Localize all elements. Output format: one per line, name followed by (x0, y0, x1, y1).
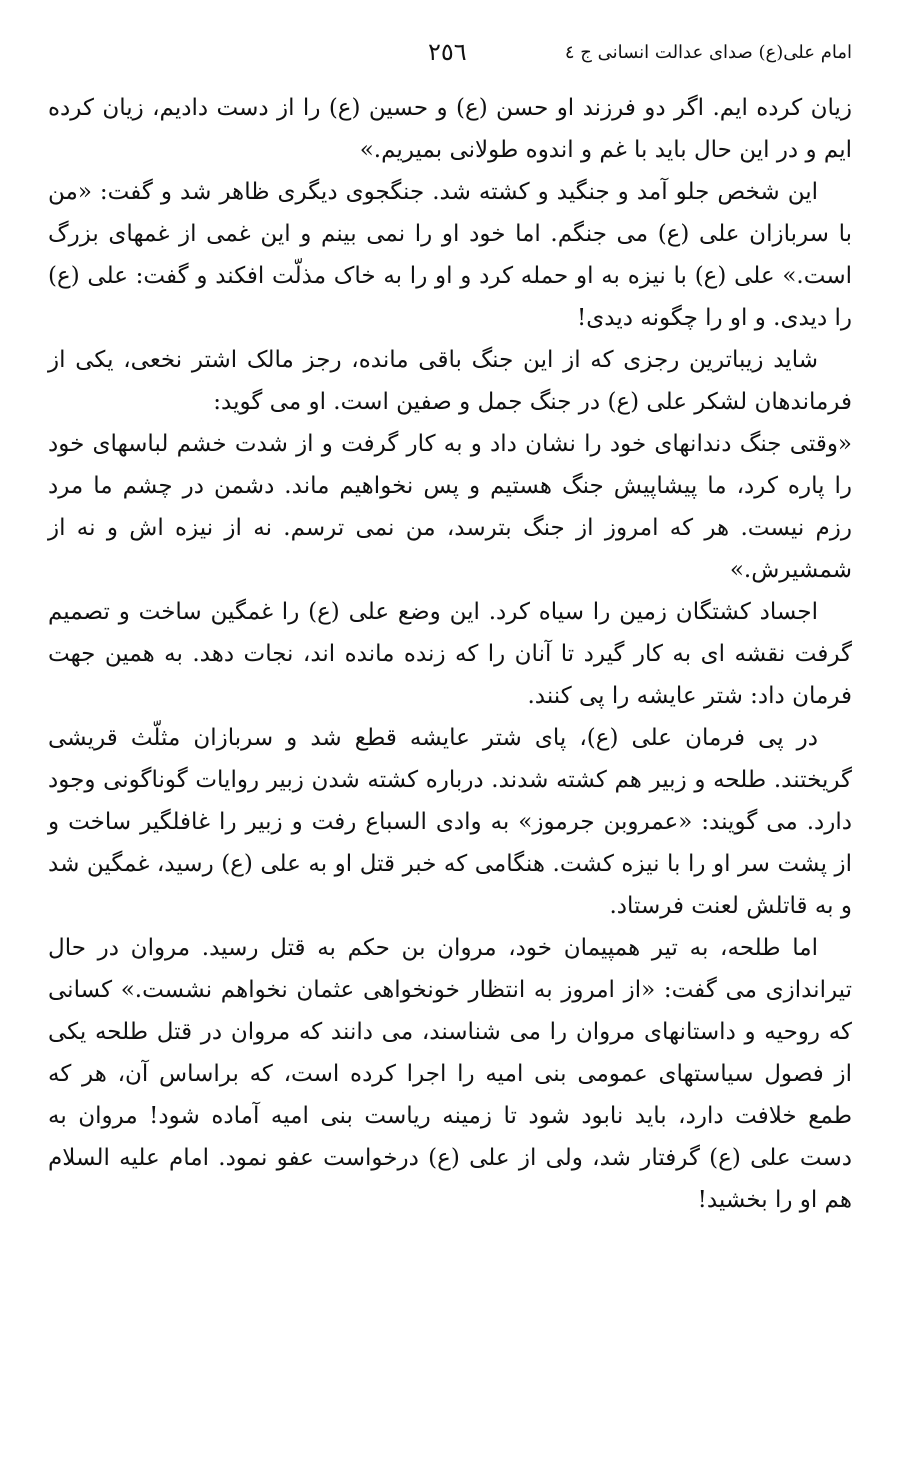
paragraph-5: اجساد کشتگان زمین را سیاه کرد. این وضع علی (ع) را غمگین ساخت و تصمیم گرفت نقشه ای به کار گیرد تا آنان را که زنده مانده اند، نجات دهد. به همین جهت فرمان داد: شتر عایشه را پی کنند. (48, 599, 852, 709)
paragraph-3: شاید زیباترین رجزی که از این جنگ باقی مانده، رجز مالک اشتر نخعی، یکی از فرماندهان لشکر علی (ع) در جنگ جمل و صفین است. او می گوید: (48, 347, 852, 415)
paragraph-1: زیان کرده ایم. اگر دو فرزند او حسن (ع) و حسین (ع) را از دست دادیم، زیان کرده ایم و در این حال باید با غم و اندوه طولانی بمیریم.» (48, 95, 852, 163)
running-header (48, 38, 852, 74)
page-number: ٢٥٦ (428, 38, 467, 66)
book-title: امام علی(ع) صدای عدالت انسانی ج ٤ (564, 42, 852, 63)
paragraph-7: اما طلحه، به تیر همپیمان خود، مروان بن حکم به قتل رسید. مروان در حال تیراندازی می گفت: «از امروز به انتظار خونخواهی عثمان نخواهم نشست.» کسانی که روحیه و داستانهای مروان را می شناسند، می دانند که مروان در قتل طلحه یکی از فصول سیاستهای عمومی بنی امیه را اجرا کرده است، که براساس آن، هر که طمع خلافت دارد، باید نابود شود تا زمینه ریاست بنی امیه آماده شود! مروان به دست علی (ع) گرفتار شد، ولی از علی (ع) درخواست عفو نمود. امام علیه السلام هم او را بخشید! (48, 935, 852, 1213)
paragraph-6: در پی فرمان علی (ع)، پای شتر عایشه قطع شد و سربازان مثلّث قریشی گریختند. طلحه و زبیر هم کشته شدند. درباره کشته شدن زبیر روایات گوناگونی وجود دارد. می گویند: «عمروبن جرموز» به وادی السباع رفت و زبیر را غافلگیر ساخت و از پشت سر او را با نیزه کشت. هنگامی که خبر قتل او به علی (ع) رسید، غمگین شد و به قاتلش لعنت فرستاد. (48, 725, 852, 919)
paragraph-2: این شخص جلو آمد و جنگید و کشته شد. جنگجوی دیگری ظاهر شد و گفت: «من با سربازان علی (ع) می جنگم. اما خود او را نمی بینم و این غمی از غمهای بزرگ است.» علی (ع) با نیزه به او حمله کرد و او را به خاک مذلّت افکند و گفت: علی (ع) را دیدی. و او را چگونه دیدی! (48, 179, 852, 331)
quote-paragraph: «وقتی جنگ دندانهای خود را نشان داد و به کار گرفت و از شدت خشم لباسهای خود را پاره کرد، ما پیشاپیش جنگ هستیم و پس نخواهیم ماند. دشمن در چشم ما مرد رزم نیست. هر که امروز از جنگ بترسد، من نمی ترسم. نه از نیزه اش و نه از شمشیرش.» (48, 431, 852, 583)
body-text (48, 87, 852, 1221)
